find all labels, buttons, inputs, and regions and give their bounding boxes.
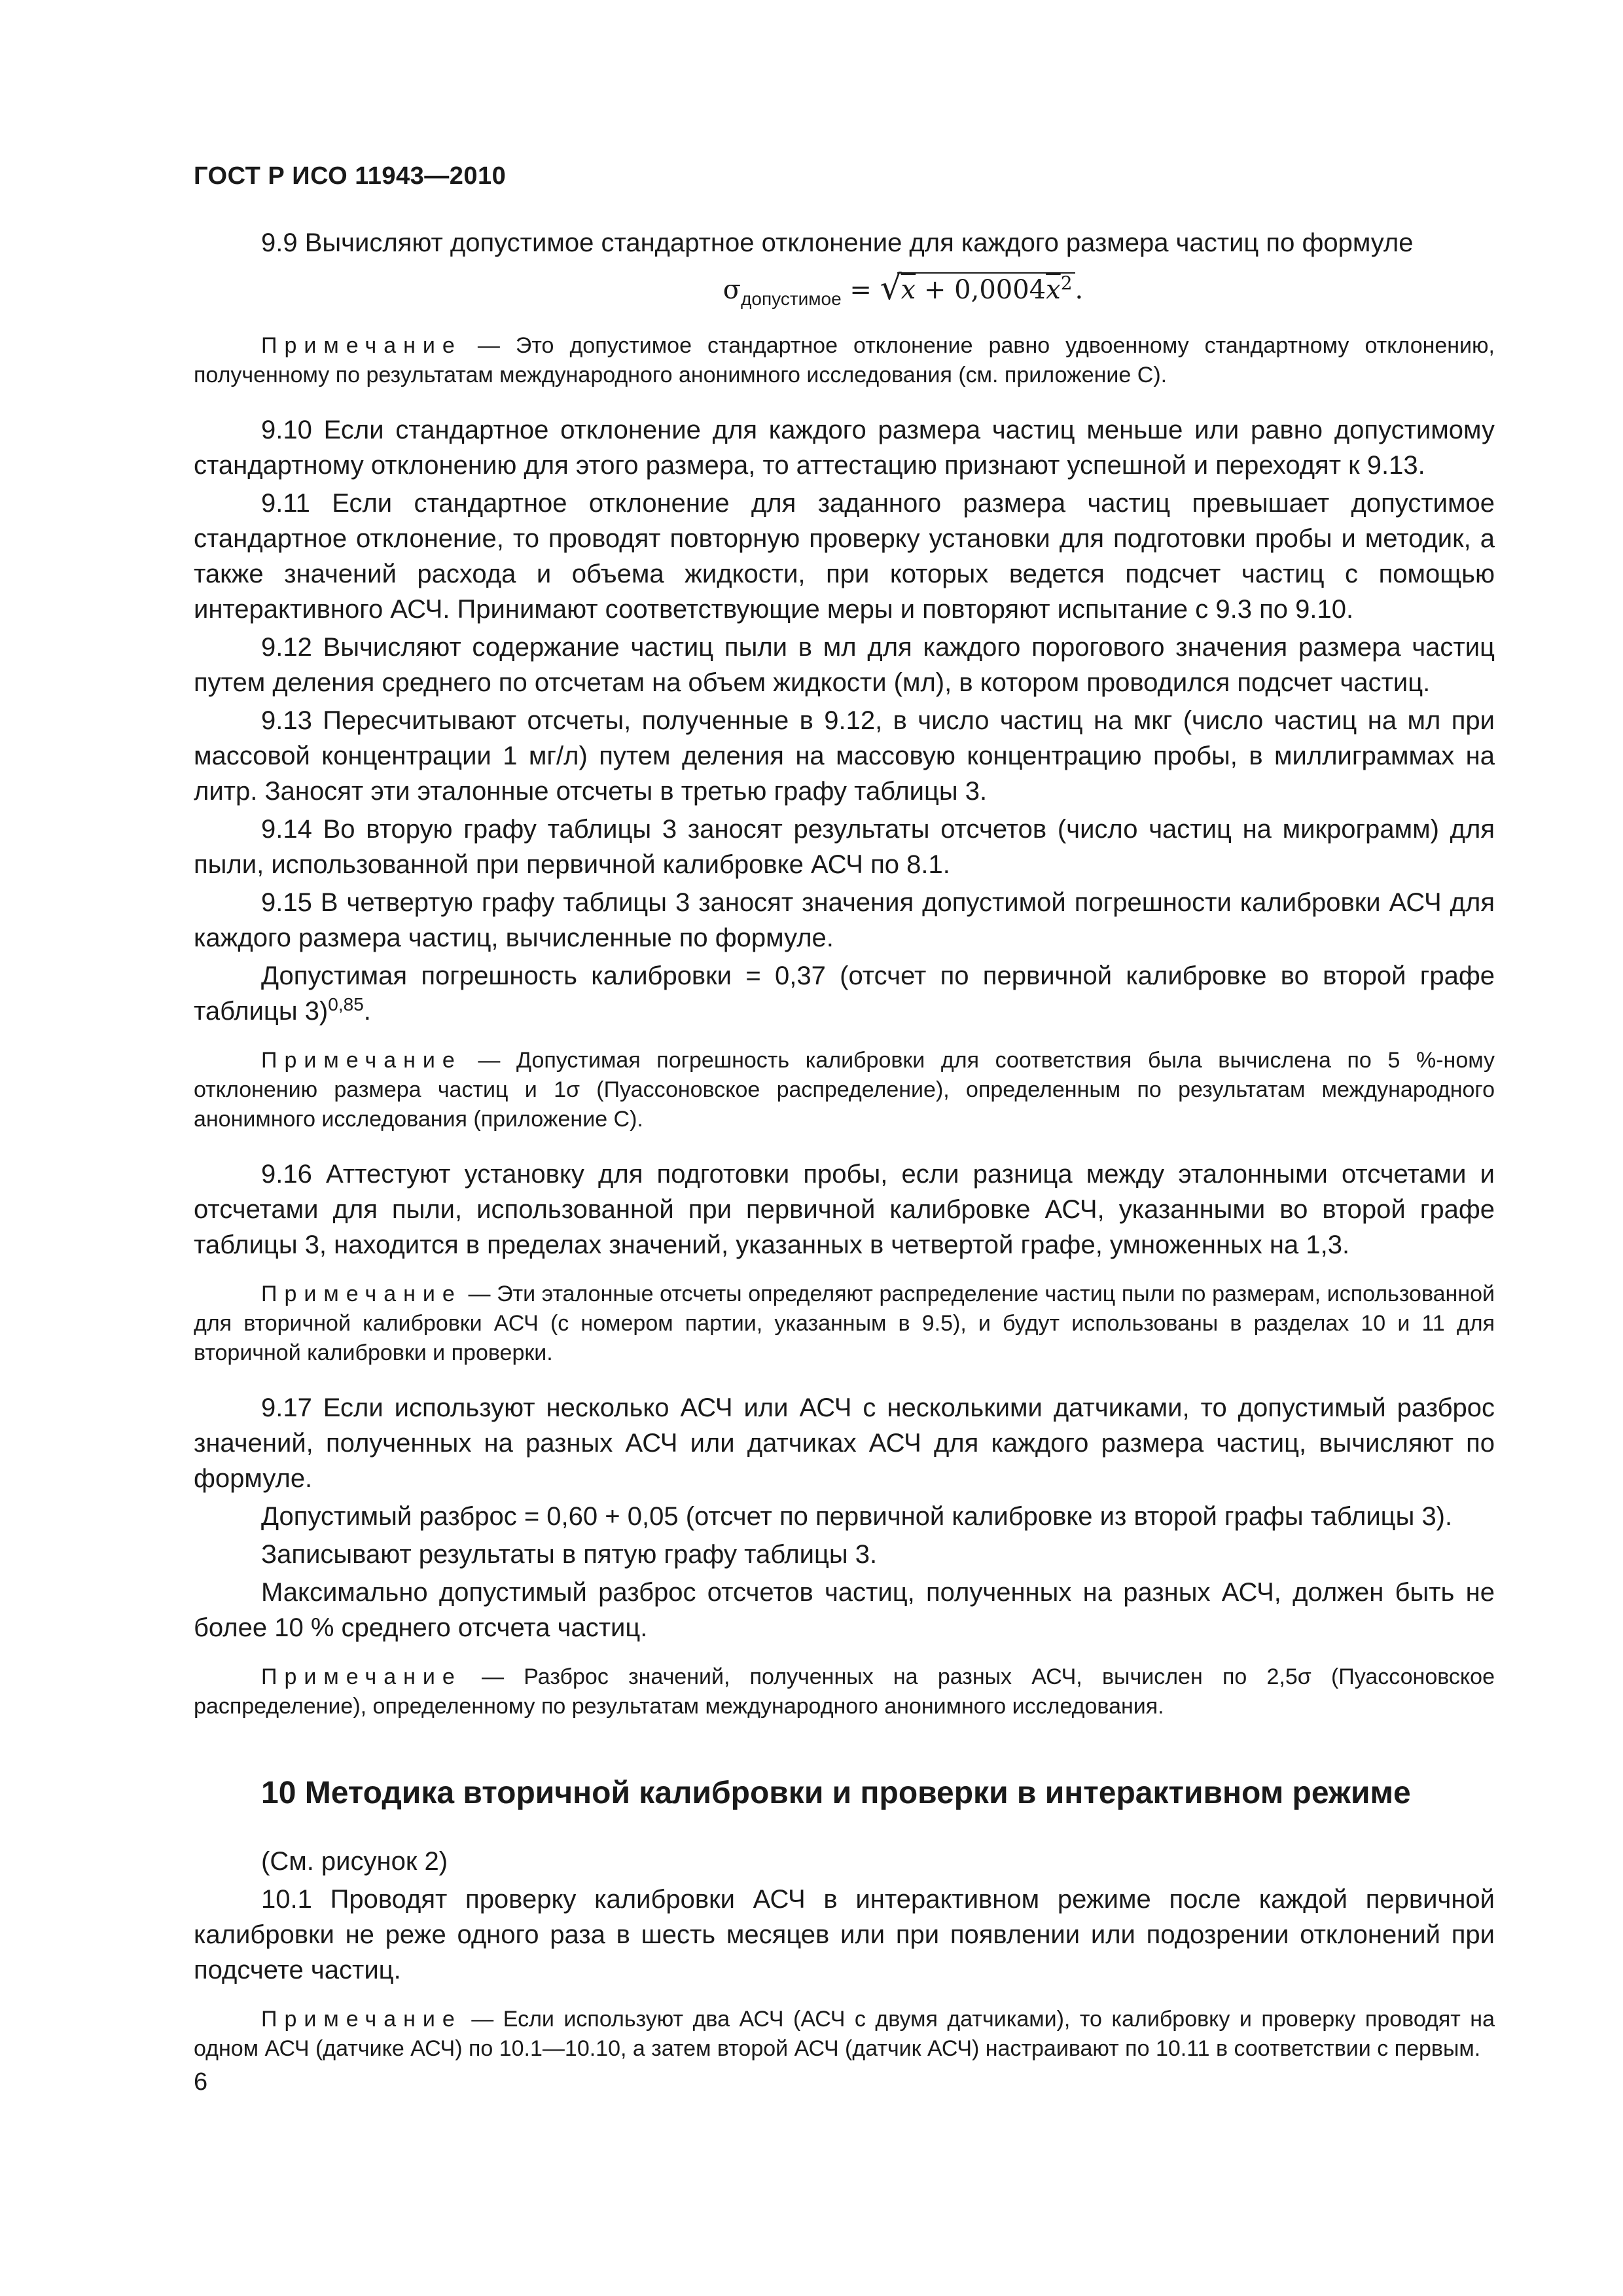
paragraph-9-12: 9.12 Вычисляют содержание частиц пыли в мл для каждого порогового значения размера частиц путем деления среднего по отсчетам на объем жидкости (мл), в котором проводился подсчет частиц. (194, 633, 1495, 697)
document-body (194, 225, 1495, 2086)
paragraph-9-15-formula (194, 958, 1495, 1029)
paragraph-9-15-formula-text: Допустимая погрешность калибровки = 0,37 (отсчет по первичной калибровке во второй графе таблицы 3) (194, 961, 1495, 1026)
formula-mean-x-squared: $\overline{x}$ (1046, 275, 1061, 305)
paragraph-9-17-max: Максимально допустимый разброс отсчетов частиц, полученных на разных АСЧ, должен быть не более 10 % среднего отсчета частиц. (194, 1578, 1495, 1642)
note-3-text: — Эти эталонные отсчеты определяют распределение частиц пыли по размерам, использованной для вторичной калибровки АСЧ (с номером партии, указанным в 9.5), и будут использованы в разделах 10 и 11 для вторичной калибровки и проверки. (194, 1282, 1495, 1365)
formula-sigma (312, 268, 1495, 314)
note-1-text: — Это допустимое стандартное отклонение равно удвоенному стандартному отклонению, полученному по результатам международного анонимного исследования (см. приложение С). (194, 333, 1495, 387)
note-3 (194, 1280, 1495, 1368)
section-10-heading: 10 Методика вторичной калибровки и проверки в интерактивном режиме (261, 1776, 1411, 1810)
formula-equals: = (841, 275, 880, 305)
note-3-label: Примечание (261, 1282, 462, 1306)
formula-coefficient: + 0,0004 (916, 275, 1046, 305)
note-5-text: — Если используют два АСЧ (АСЧ с двумя датчиками), то калибровку и проверку проводят на одном АСЧ (датчике АСЧ) по 10.1—10.10, а затем второй АСЧ (датчик АСЧ) настраивают по 10.11 в соответствии с первым. (194, 2007, 1495, 2061)
paragraph-9-15: 9.15 В четвертую графу таблицы 3 заносят значения допустимой погрешности калибровки АСЧ для каждого размера частиц, вычисленные по формуле. (194, 888, 1495, 952)
sqrt-icon: √ (880, 268, 902, 308)
paragraph-9-13: 9.13 Пересчитывают отсчеты, полученные в 9.12, в число частиц на мкг (число частиц на мл при массовой концентрации 1 мг/л) путем деления на массовую концентрацию пробы, в миллиграммах на литр. Заносят эти эталонные отсчеты в третью графу таблицы 3. (194, 706, 1495, 806)
see-figure-reference: (См. рисунок 2) (261, 1847, 448, 1876)
formula-end: . (1075, 275, 1084, 305)
paragraph-9-17-formula: Допустимый разброс = 0,60 + 0,05 (отсчет по первичной калибровке из второй графы таблицы 3). (261, 1502, 1453, 1531)
note-1-label: Примечание (261, 333, 462, 358)
paragraph-9-17: 9.17 Если используют несколько АСЧ или АСЧ с несколькими датчиками, то допустимый разброс значений, полученных на разных АСЧ или датчиках АСЧ для каждого размера частиц, вычисляют по формуле. (194, 1393, 1495, 1493)
formula-lhs-subscript: допустимое (741, 289, 842, 309)
page-number: 6 (194, 2068, 208, 2096)
formula-radicand (897, 272, 1075, 305)
note-4 (194, 1662, 1495, 1721)
note-2 (194, 1046, 1495, 1134)
note-4-text: — Разброс значений, полученных на разных АСЧ, вычислен по 2,5σ (Пуассоновское распределение), определенному по результатам международного анонимного исследования. (194, 1664, 1495, 1719)
note-5-label: Примечание (261, 2007, 462, 2032)
paragraph-9-17-record: Записывают результаты в пятую графу таблицы 3. (261, 1540, 878, 1569)
formula-lhs: σ (722, 275, 741, 305)
paragraph-9-11: 9.11 Если стандартное отклонение для заданного размера частиц превышает допустимое стандартное отклонение, то проводят повторную проверку установки для подготовки пробы и методик, а также значений расхода и объема жидкости, при которых ведется подсчет частиц с помощью интерактивного АСЧ. Принимают соответствующие меры и повторяют испытание с 9.3 по 9.10. (194, 489, 1495, 624)
paragraph-9-15-end: . (363, 997, 371, 1026)
note-2-text: — Допустимая погрешность калибровки для соответствия была вычислена по 5 %-ному отклонению размера частиц и 1σ (Пуассоновское распределение), определенным по результатам международного анонимного исследования (приложение С). (194, 1048, 1495, 1132)
paragraph-9-15-exponent: 0,85 (328, 994, 364, 1014)
document-header: ГОСТ Р ИСО 11943—2010 (194, 162, 507, 190)
note-2-label: Примечание (261, 1048, 462, 1073)
note-5 (194, 2005, 1495, 2064)
paragraph-9-10: 9.10 Если стандартное отклонение для каждого размера частиц меньше или равно допустимому стандартному отклонению для этого размера, то аттестацию признают успешной и переходят к 9.13. (194, 416, 1495, 480)
paragraph-10-1: 10.1 Проводят проверку калибровки АСЧ в интерактивном режиме после каждой первичной калибровки не реже одного раза в шесть месяцев или при появлении или подозрении отклонений при подсчете частиц. (194, 1885, 1495, 1984)
paragraph-9-14: 9.14 Во вторую графу таблицы 3 заносят результаты отсчетов (число частиц на микрограмм) для пыли, использованной при первичной калибровке АСЧ по 8.1. (194, 815, 1495, 879)
paragraph-9-16: 9.16 Аттестуют установку для подготовки пробы, если разница между эталонными отсчетами и отсчетами для пыли, использованной при первичной калибровке АСЧ, указанными во второй графе таблицы 3, находится в пределах значений, указанных в четвертой графе, умноженных на 1,3. (194, 1160, 1495, 1259)
note-1 (194, 331, 1495, 390)
paragraph-9-9: 9.9 Вычисляют допустимое стандартное отклонение для каждого размера частиц по формуле (261, 228, 1414, 257)
formula-mean-x: x (901, 275, 916, 305)
formula-sqrt (880, 268, 1075, 308)
formula-power: 2 (1060, 272, 1073, 294)
note-4-label: Примечание (261, 1664, 462, 1689)
